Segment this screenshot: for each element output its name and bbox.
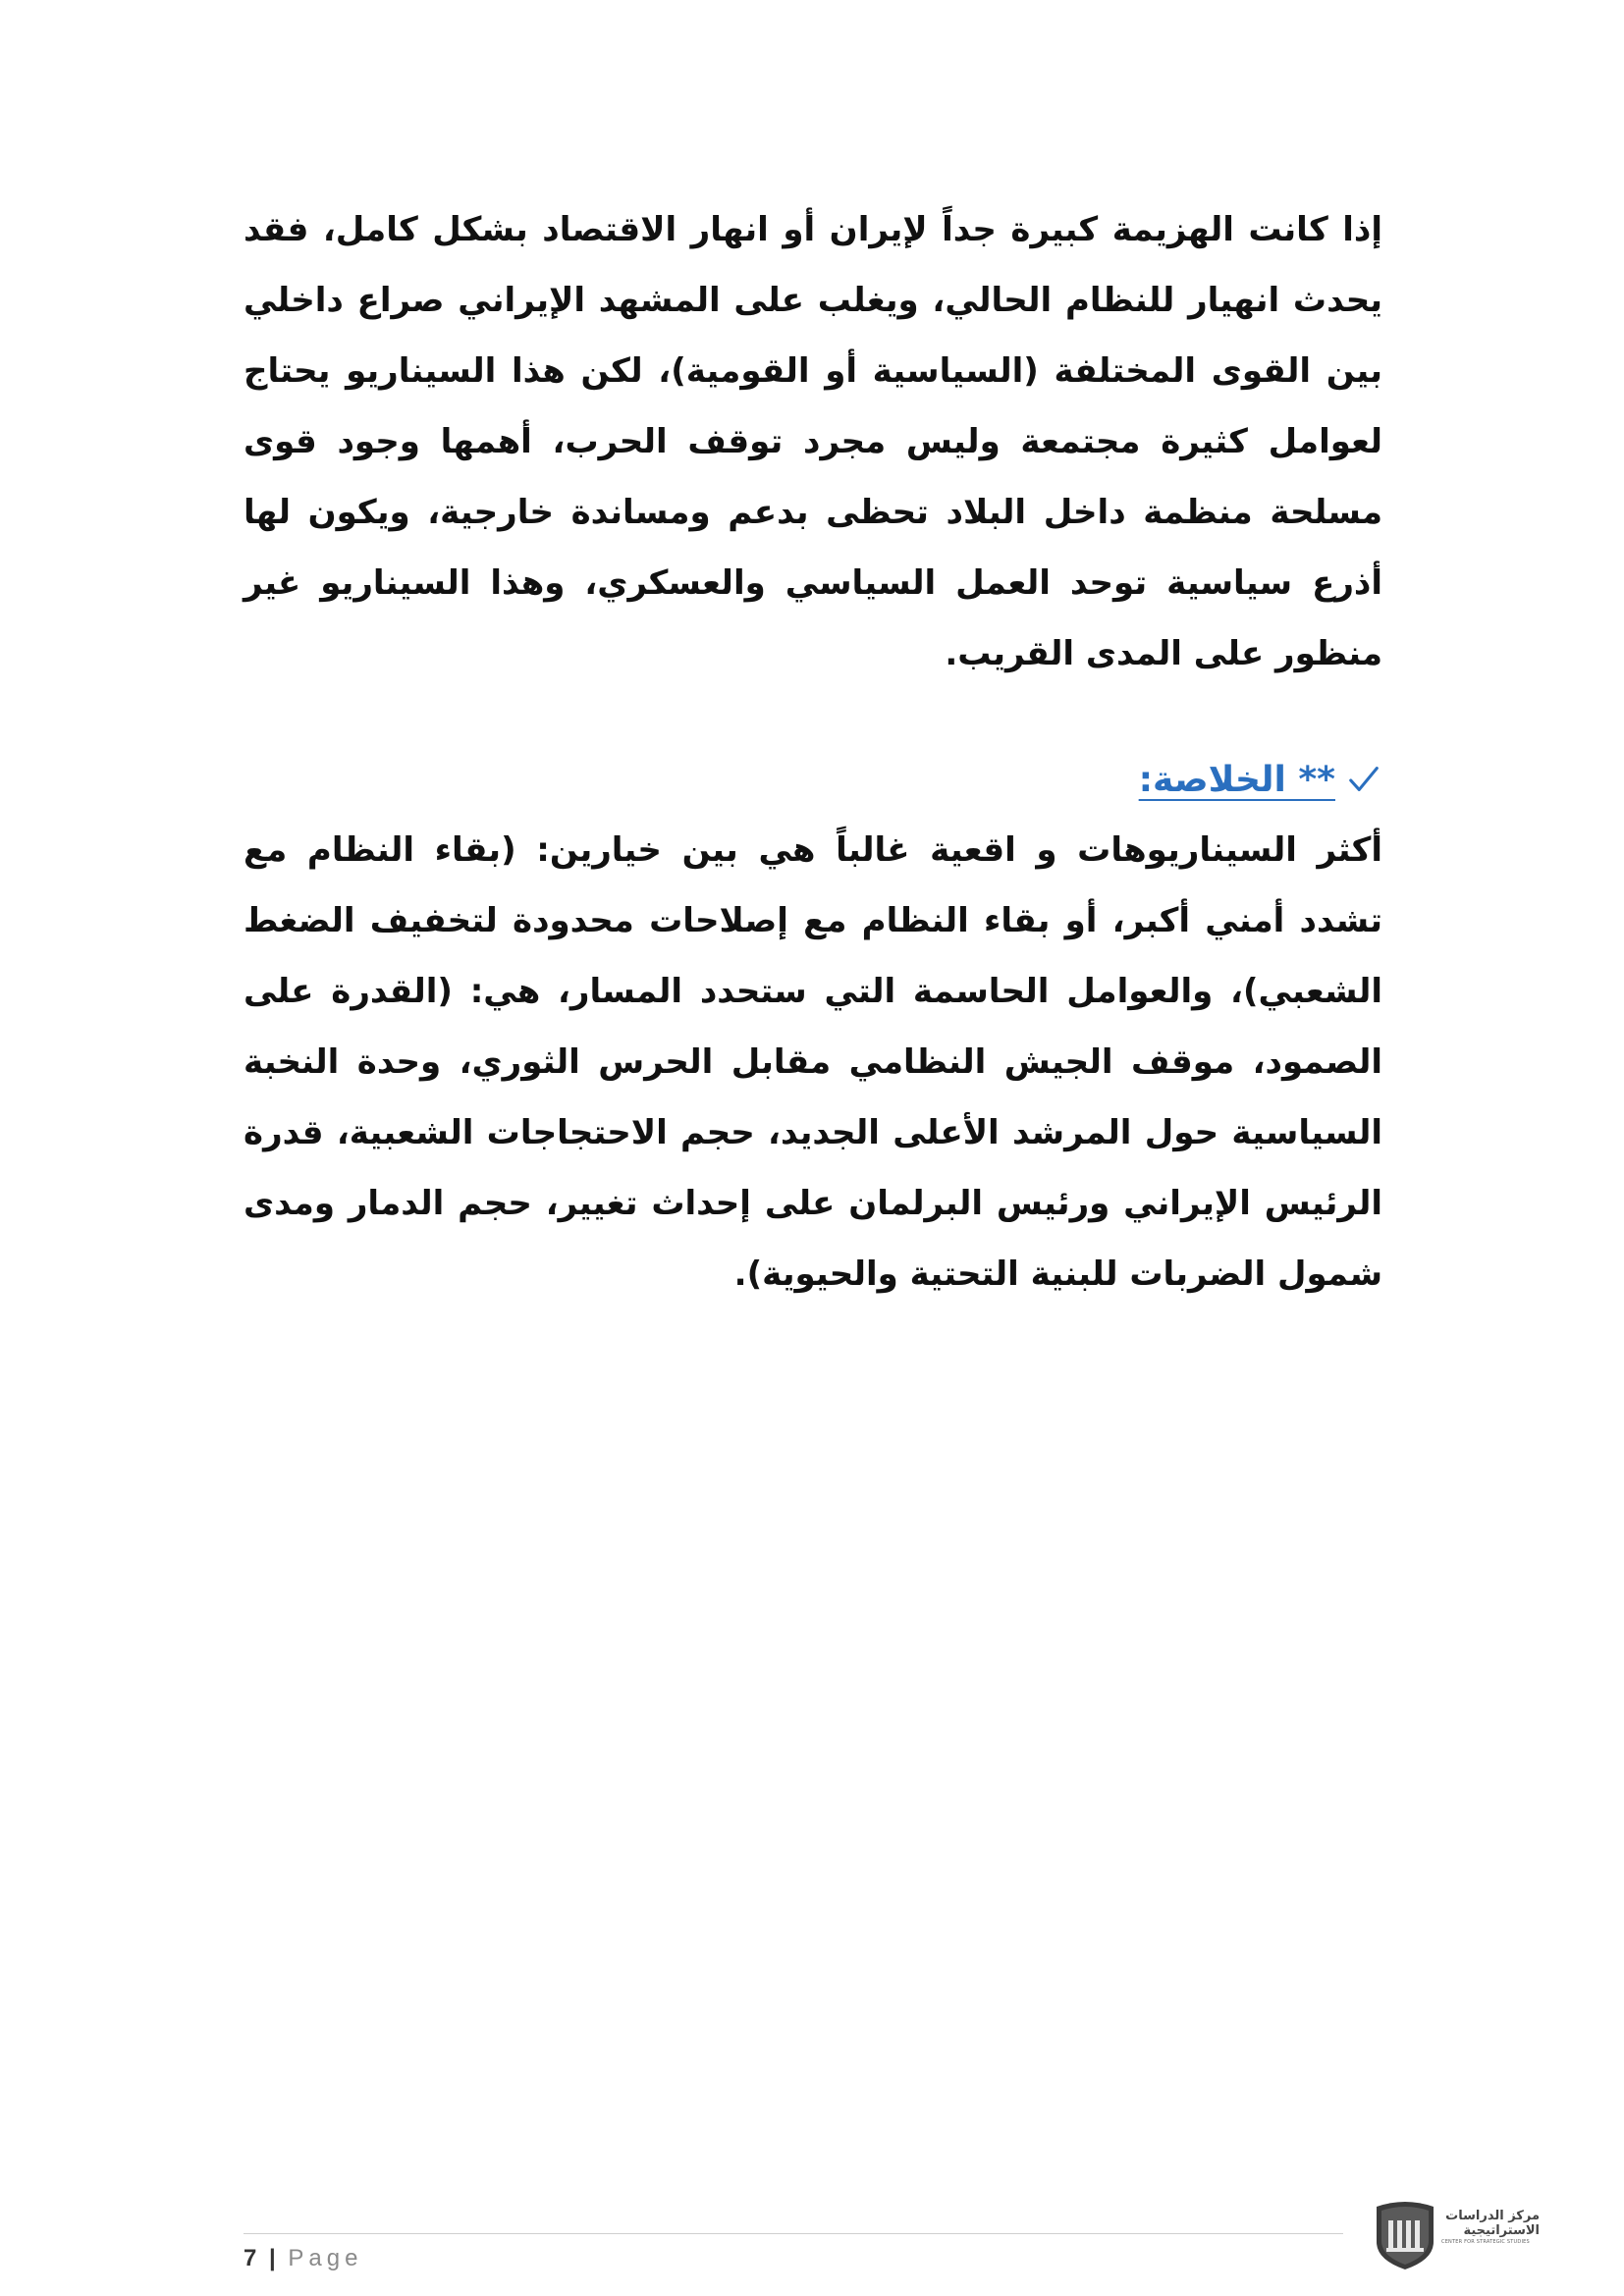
logo-text xyxy=(1441,2209,1540,2247)
logo-line-3: CENTER FOR STRATEGIC STUDIES xyxy=(1441,2239,1530,2245)
shield-logo-icon xyxy=(1373,2199,1437,2271)
paragraph-conclusion: أكثر السيناريوهات و اقعية غالباً هي بين خيارين: (بقاء النظام مع تشدد أمني أكبر، أو بقاء النظام مع إصلاحات محدودة لتخفيف الضغط الشعبي)، والعوامل الحاسمة التي ستحدد المسار، هي: (القدرة على الصمود، موقف الجيش النظامي مقابل الحرس الثوري، وحدة النخبة السياسية حول المرشد الأعلى الجديد، حجم الاحتجاجات الشعبية، قدرة الرئيس الإيراني ورئيس البرلمان على إحداث تغيير، حجم الدمار ومدى شمول الضربات للبنية التحتية والحيوية). xyxy=(244,830,1382,1294)
check-icon xyxy=(1345,761,1382,798)
document-body xyxy=(244,194,1382,1309)
heading-text: ** الخلاصة: xyxy=(1138,759,1335,800)
paragraph-scenario: إذا كانت الهزيمة كبيرة جداً لإيران أو انهار الاقتصاد بشكل كامل، فقد يحدث انهيار للنظام الحالي، ويغلب على المشهد الإيراني صراع داخلي بين القوى المختلفة (السياسية أو القومية)، لكن هذا السيناريو يحتاج لعوامل كثيرة مجتمعة وليس مجرد توقف الحرب، أهمها وجود قوى مسلحة منظمة داخل البلاد تحظى بدعم ومساندة خارجية، ويكون لها أذرع سياسية توحد العمل السياسي والعسكري، وهذا السيناريو غير منظور على المدى القريب. xyxy=(244,210,1382,673)
conclusion-heading xyxy=(244,744,1382,815)
footer-divider xyxy=(244,2233,1343,2234)
logo-line-1: مركز الدراسات xyxy=(1445,2209,1540,2223)
logo-line-2: الاستراتيجية xyxy=(1463,2223,1540,2238)
page-separator: | xyxy=(269,2245,276,2271)
page-label: Page xyxy=(288,2245,363,2271)
page-number xyxy=(244,2245,362,2272)
page-number-value: 7 xyxy=(244,2245,257,2271)
center-logo xyxy=(1373,2199,1540,2271)
